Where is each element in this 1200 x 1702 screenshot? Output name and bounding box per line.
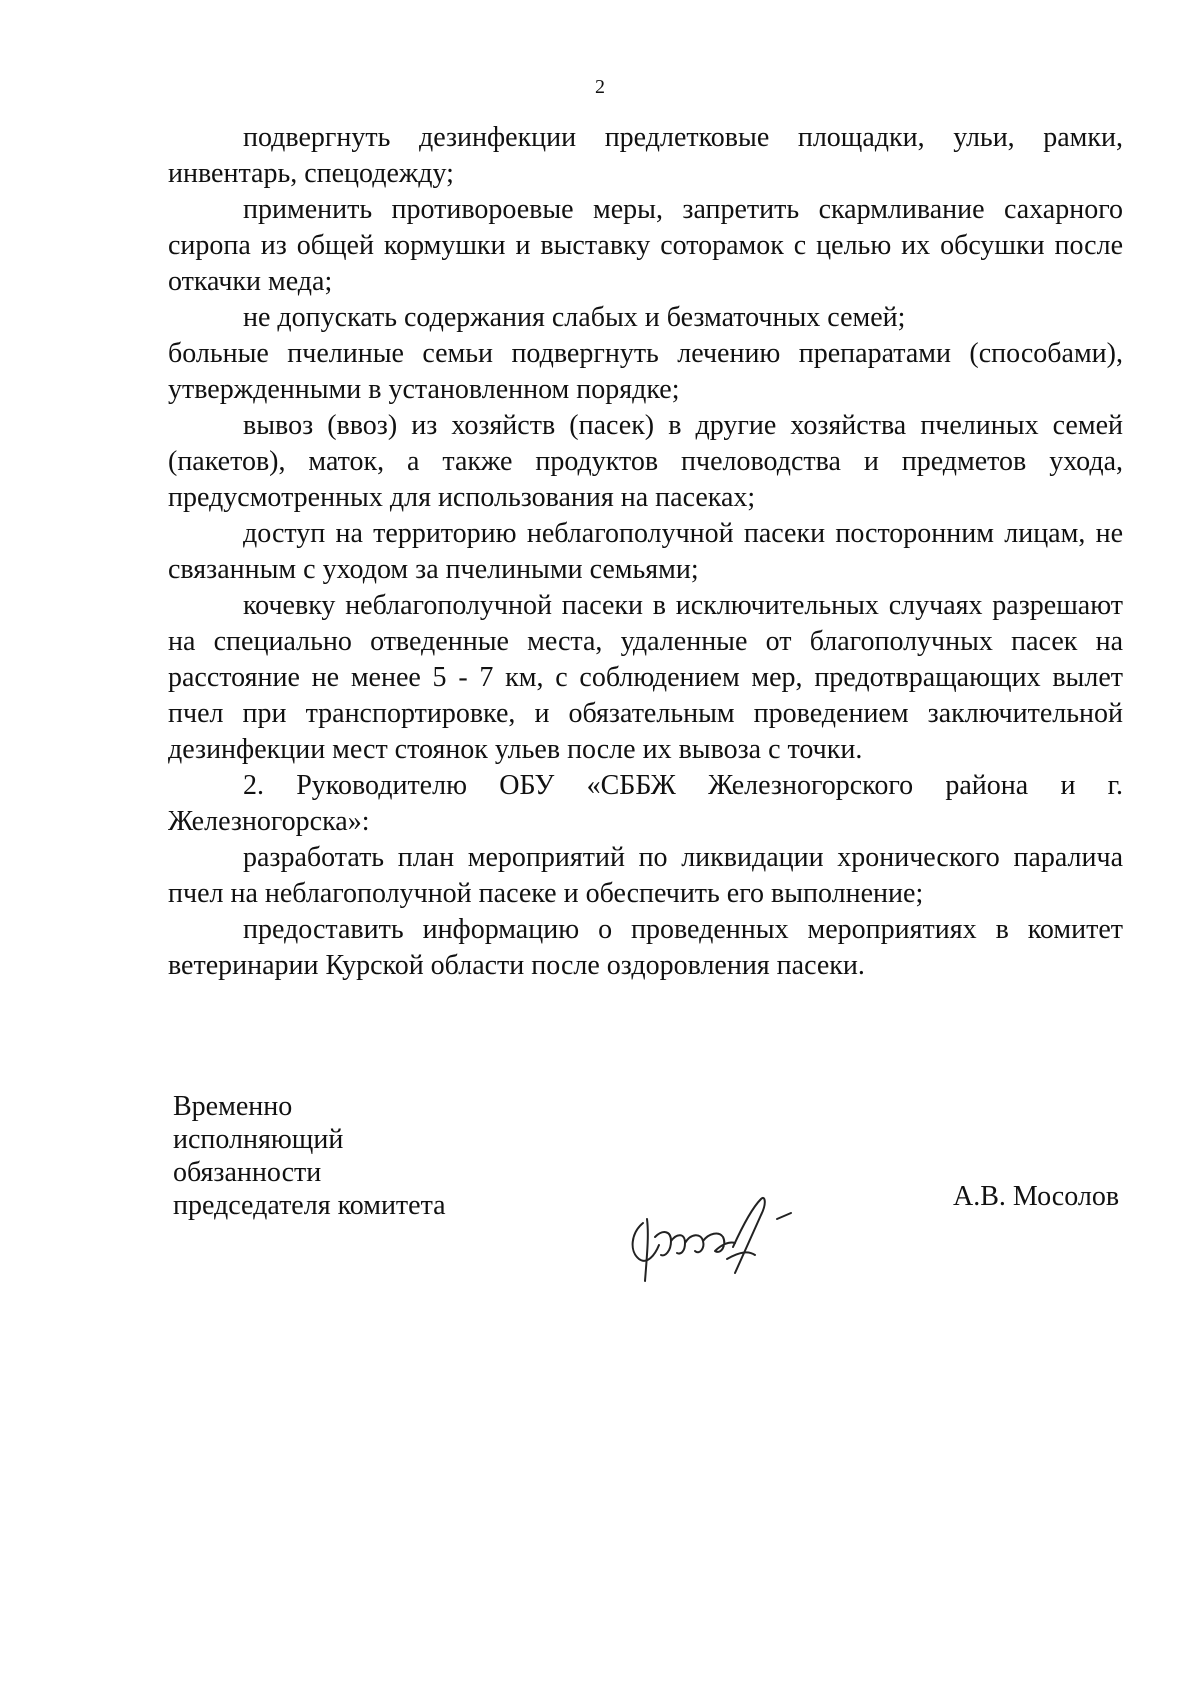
- paragraph: предоставить информацию о проведенных мероприятиях в комитет ветеринарии Курской области после оздоровления пасеки.: [168, 914, 1123, 981]
- signer-title-line: Временно: [173, 1091, 293, 1122]
- document-body: [168, 120, 1123, 984]
- paragraph: больные пчелиные семьи подвергнуть лечению препаратами (способами), утвержденными в установленном порядке;: [168, 338, 1123, 405]
- signer-title-line: председателя комитета: [173, 1190, 446, 1221]
- signer-name: А.В. Мосолов: [953, 1181, 1120, 1212]
- page-number: 2: [595, 76, 605, 98]
- paragraph-item-2: 2. Руководителю ОБУ «СББЖ Железногорского района и г. Железногорска»:: [168, 770, 1123, 837]
- paragraph: доступ на территорию неблагополучной пасеки посторонним лицам, не связанным с уходом за пчелиными семьями;: [168, 518, 1123, 585]
- paragraph: вывоз (ввоз) из хозяйств (пасек) в другие хозяйства пчелиных семей (пакетов), маток, а также продуктов пчеловодства и предметов ухода, предусмотренных для использования на пасеках;: [168, 410, 1123, 513]
- paragraph: кочевку неблагополучной пасеки в исключительных случаях разрешают на специально отведенные места, удаленные от благополучных пасек на расстояние не менее 5 - 7 км, с соблюдением мер, предотвращающих вылет пчел при транспортировке, и обязательным проведением заключительной дезинфекции мест стоянок ульев после их вывоза с точки.: [168, 590, 1123, 765]
- paragraph: разработать план мероприятий по ликвидации хронического паралича пчел на неблагополучной пасеке и обеспечить его выполнение;: [168, 842, 1123, 909]
- signer-title-line: исполняющий: [173, 1124, 344, 1155]
- paragraph: не допускать содержания слабых и безматочных семей;: [243, 302, 906, 333]
- paragraph: подвергнуть дезинфекции предлетковые площадки, ульи, рамки, инвентарь, спецодежду;: [168, 122, 1123, 189]
- signer-title: [173, 1090, 446, 1222]
- paragraph: применить противороевые меры, запретить скармливание сахарного сиропа из общей кормушки и выставку соторамок с целью их обсушки после откачки меда;: [168, 194, 1123, 297]
- handwritten-signature: [625, 1185, 855, 1285]
- signer-title-line: обязанности: [173, 1157, 322, 1188]
